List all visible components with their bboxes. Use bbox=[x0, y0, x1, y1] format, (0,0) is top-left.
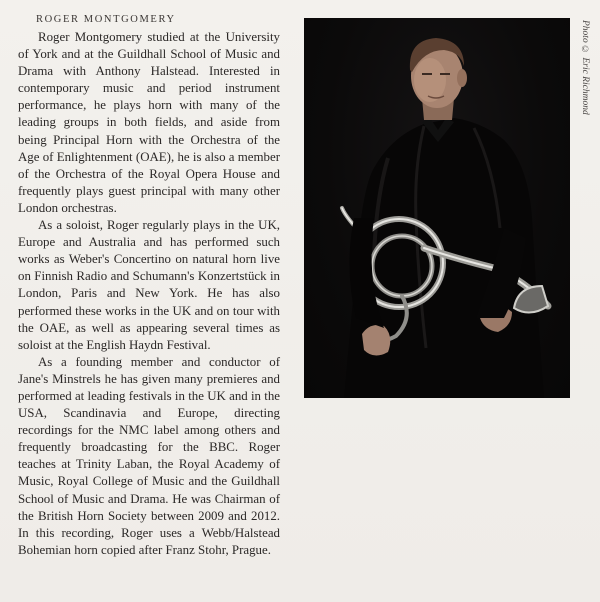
portrait-photo bbox=[304, 18, 570, 398]
biography-column bbox=[18, 14, 280, 559]
left-hand bbox=[362, 325, 390, 356]
bio-paragraph-2: As a soloist, Roger regularly plays in the UK, Europe and Australia and has performed such works as Weber's Concertino on natural horn live on Finnish Radio and Schumann's Konzertstück in London, Paris and New York. He has also performed these works in the UK and on tour with the OAE, as well as appearing several times as soloist at the English Haydn Festival. bbox=[18, 218, 280, 352]
bio-heading: ROGER MONTGOMERY bbox=[36, 14, 176, 25]
hornist-illustration bbox=[304, 18, 570, 398]
bio-paragraph-1: Roger Montgomery studied at the University of York and at the Guildhall School of Music and Drama with Anthony Halstead. Interested in contemporary music and period instrument performance, he plays horn with many of the leading groups in both fields, and aside from being Principal Horn with the Orchestra of the Age of Enlightenment (OAE), he is also a member of the Orchestra of the Royal Opera House and frequently plays guest principal with many other London orchestras. bbox=[18, 30, 280, 215]
bio-paragraph-3: As a founding member and conductor of Jane's Minstrels he has given many premieres and performed at leading festivals in the UK and in the USA, Scandinavia and Europe, directing recordings for the NMC label among others and frequently broadcasting for the BBC. Roger teaches at Trinity Laban, the Royal Academy of Music, Royal College of Music and the Guildhall School of Music and Drama. He was Chairman of the British Horn Society between 2009 and 2012. In this recording, Roger uses a Webb/Halstead Bohemian horn copied after Franz Stohr, Prague. bbox=[18, 354, 280, 557]
photo-credit: Photo © Eric Richmond bbox=[580, 20, 590, 115]
